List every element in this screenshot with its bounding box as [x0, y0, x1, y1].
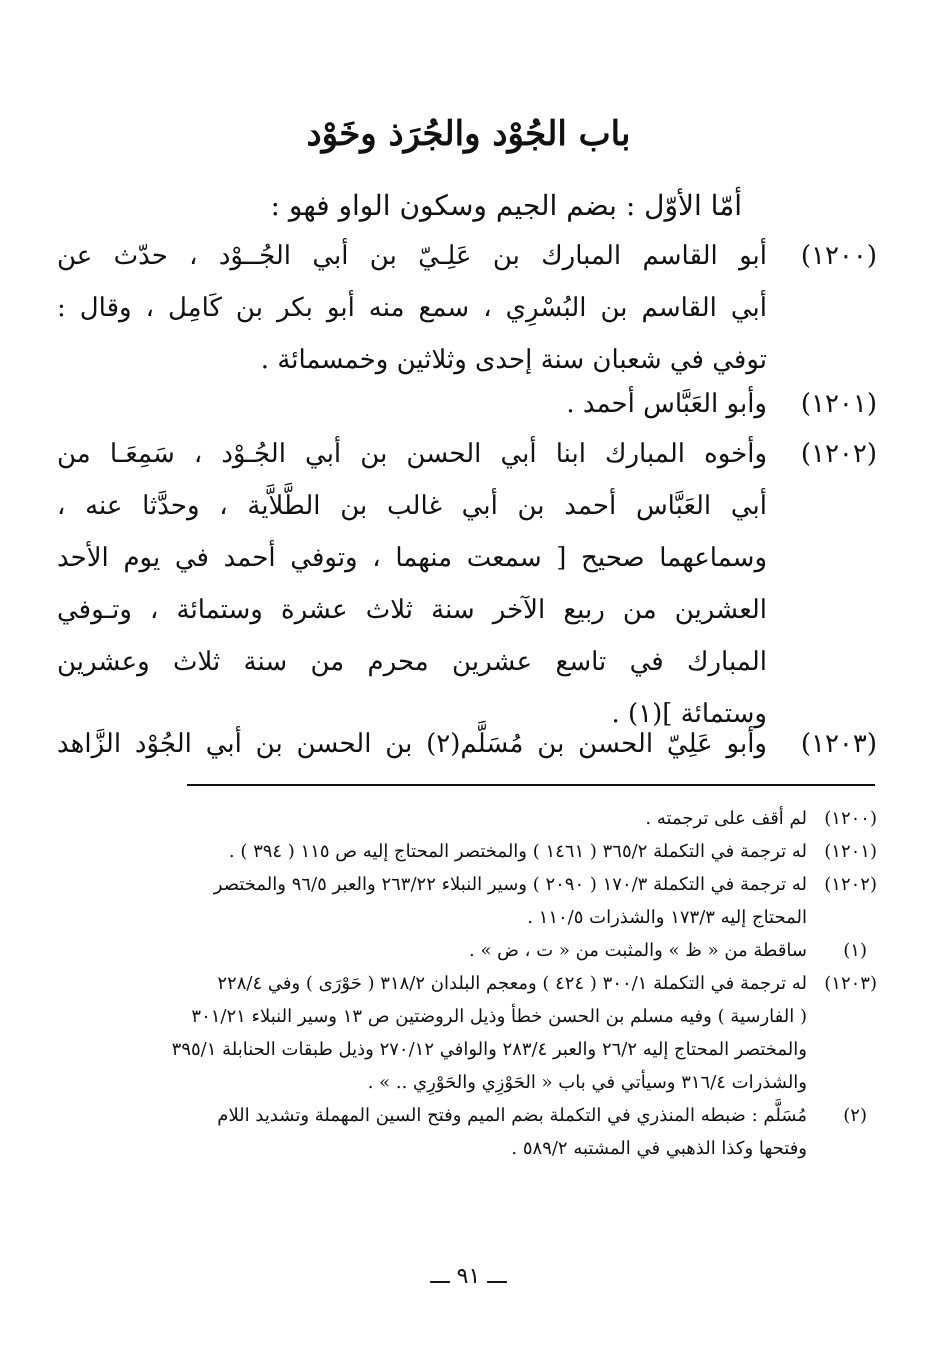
footnote-line: ( الفارسية ) وفيه مسلم بن الحسن خطأ وذيل الروضتين ص ١٣ وسير النبلاء ٣٠١/٢١ [191, 1006, 807, 1027]
footnote-number: (٢) [843, 1105, 867, 1126]
footnote-line: ساقطة من « ظ » والمثبت من « ت ، ض » . [469, 940, 807, 961]
footnote-line: له ترجمة في التكملة ٣٦٥/٢ ( ١٤٦١ ) والمختصر المحتاج إليه ص ١١٥ ( ٣٩٤ ) . [228, 841, 807, 862]
footnote-line: لم أقف على ترجمته . [645, 808, 807, 829]
entry-line: أبي العَبَّاس أحمد بن أبي غالب بن الطَّلاَّية ، وحدَّثا عنه ، [57, 491, 767, 521]
footnote-1200 [117, 802, 877, 835]
entry-text [57, 378, 767, 430]
entry-line: وأبو العَبَّاس أحمد . [566, 389, 767, 419]
entry-1201 [57, 378, 877, 430]
footnote-1203 [117, 967, 877, 1099]
entry-1202 [57, 428, 877, 740]
intro-line: أمّا الأوّل : بضم الجيم وسكون الواو فهو : [270, 189, 742, 222]
footnote-line: وفتحها وكذا الذهبي في المشتبه ٥٨٩/٢ . [511, 1138, 807, 1159]
entry-number: (١٢٠٢) [800, 439, 877, 469]
footnote-line: له ترجمة في التكملة ٣٠٠/١ ( ٤٢٤ ) ومعجم البلدان ٣١٨/٢ ( حَوْرَى ) وفي ٢٢٨/٤ [217, 973, 807, 994]
entry-line: العشرين من ربيع الآخر سنة ثلاث عشرة وستمائة ، وتـوفي [57, 595, 767, 625]
entry-number: (١٢٠٠) [800, 241, 877, 271]
footnote-line: والمختصر المحتاج إليه ٢٦/٢ والعبر ٢٨٣/٤ والوافي ٢٧٠/١٢ وذيل طبقات الحنابلة ٣٩٥/١ [171, 1039, 807, 1060]
entry-line: توفي في شعبان سنة إحدى وثلاثين وخمسمائة . [260, 345, 767, 375]
entry-text [57, 428, 767, 740]
entry-line: وسماعهما صحيح [ سمعت منهما ، وتوفي أحمد في يوم الأحد [57, 543, 767, 573]
chapter-title: باب الجُوْد والجُرَذ وخَوْد [306, 114, 631, 154]
entry-text [57, 230, 767, 386]
footnote-sub-2 [117, 1099, 877, 1165]
entry-line: أبو القاسم المبارك بن عَلِـيّ بن أبي الجُــوْد ، حدّث عن [57, 241, 767, 271]
entry-1200 [57, 230, 877, 386]
entry-text [57, 718, 767, 770]
footnote-number: (١٢٠١) [824, 841, 877, 862]
entry-number: (١٢٠٣) [800, 729, 877, 759]
footnote-line: المحتاج إليه ١٧٣/٣ والشذرات ١١٠/٥ . [527, 907, 807, 928]
entry-line: أبي القاسم بن البُسْرِي ، سمع منه أبو بكر بن كَامِل ، وقال : [57, 293, 767, 323]
footnote-number: (١٢٠٠) [824, 808, 877, 829]
footnote-divider [187, 784, 875, 786]
footnote-number: (١٢٠٢) [824, 874, 877, 895]
entry-line: وستمائة ](١) . [611, 699, 767, 729]
footnote-number: (١٢٠٣) [824, 973, 877, 994]
footnote-line: والشذرات ٣١٦/٤ وسيأتي في باب « الحَوْزِي والحَوْرِي .. » . [367, 1072, 807, 1093]
footnote-1201 [117, 835, 877, 868]
footnote-1202 [117, 868, 877, 934]
footnotes [117, 802, 877, 1165]
footnote-number: (١) [843, 940, 867, 961]
footnote-sub-1 [117, 934, 877, 967]
footnote-line: مُسَلَّم : ضبطه المنذري في التكملة بضم الميم وفتح السين المهملة وتشديد اللام [217, 1105, 807, 1126]
entry-number: (١٢٠١) [800, 389, 877, 419]
page-number: ـــ ٩١ ـــ [430, 1264, 507, 1289]
entry-line: المبارك في تاسع عشرين محرم من سنة ثلاث وعشرين [57, 647, 767, 677]
entry-line: وأخوه المبارك ابنا أبي الحسن بن أبي الجُـوْد ، سَمِعَـا من [57, 439, 767, 469]
entry-line: وأبو عَلِيّ الحسن بن مُسَلَّم(٢) بن الحسن بن أبي الجُوْد الزَّاهد [57, 729, 767, 759]
footnote-line: له ترجمة في التكملة ١٧٠/٣ ( ٢٠٩٠ ) وسير النبلاء ٢٦٣/٢٢ والعبر ٩٦/٥ والمختصر [213, 874, 807, 895]
entry-1203 [57, 718, 877, 770]
